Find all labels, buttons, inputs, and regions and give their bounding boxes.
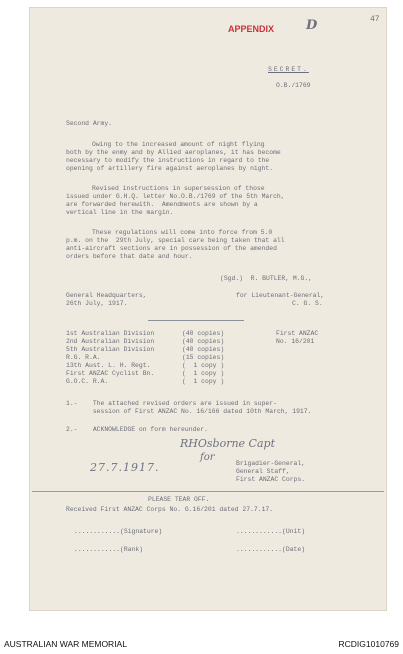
tear-line bbox=[32, 491, 384, 492]
tear-off-label: PLEASE TEAR OFF. bbox=[148, 496, 210, 503]
list-item: 13th Aust. L. H. Regt. bbox=[66, 362, 151, 369]
ghq-label: General Headquarters, bbox=[66, 292, 147, 299]
note-2: 2.- ACKNOWLEDGE on form hereunder. bbox=[66, 426, 208, 433]
note-1: 1.- The attached revised orders are issued in super- bbox=[66, 400, 277, 407]
list-item: First ANZAC Cyclist Bn. bbox=[66, 370, 155, 377]
appendix-letter: D bbox=[306, 18, 318, 33]
received-line: Received First ANZAC Corps No. G.16/201 dated 27.7.17. bbox=[66, 506, 274, 513]
appendix-stamp: APPENDIX bbox=[228, 24, 275, 34]
addressee: Second Army. bbox=[66, 120, 113, 127]
document-page: 47 APPENDIX D SECRET. O.B./1769 Second Army. Owing to the increased amount of night flying both by the enmy and by Allied aeroplanes, it has become necessary to modify the instructions in regard to the opening of artillery fire against aeroplanes by night. Revised instructions in supersession of those issued under G.H.Q. letter No.O.B./1769 of the 5th March, are forwarded herewith. Amendments are shown by a vertical line in the margin. These regulations will come into force from 5.0 p.m. on the 29th July, special care being taken that all anti-aircraft sections are in possession of the amended orders before that date and hour. (Sgd.) R. BUTLER, M.G., General Headquarters, for Lieutenant-General, 26th July, 1917. C. G. S. 1st Australian Division 2nd Australian Division 5th Australian Division R.G. R.A. 13th Aust. L. H. Regt. First ANZAC Cyclist Bn. G.O.C. R.A. (40 copies) (40 copies) (40 copies) (15 copies) ( 1 copy ) ( 1 copy ) ( 1 copy ) First ANZAC No. 16/201 1.- The attached revised orders are issued in super- session of First ANZAC No. 16/166 dated 10th March, 1917. 2.- ACKNOWLEDGE on form hereunder. RHOsborne Capt for 27.7.1917. Brigadier-General, General Staff, First ANZAC Corps. PLEASE TEAR OFF. Received First ANZAC Corps No. G.16/201 dated 27.7.17. ............(Signature) ............(Unit) ............(Rank) ............(Date) bbox=[30, 8, 386, 610]
list-item: G.O.C. R.A. bbox=[66, 378, 109, 385]
date-field: ............(Date) bbox=[236, 546, 306, 553]
copies-count: (40 copies) bbox=[182, 346, 225, 353]
ghq-date: 26th July, 1917. bbox=[66, 300, 128, 307]
list-item: R.G. R.A. bbox=[66, 354, 101, 361]
copies-count: ( 1 copy ) bbox=[182, 370, 225, 377]
divider bbox=[148, 320, 244, 321]
secret-label: SECRET. bbox=[268, 66, 309, 73]
note-1-continued: session of First ANZAC No. 16/166 dated 10th March, 1917. bbox=[66, 408, 312, 415]
copies-count: (40 copies) bbox=[182, 330, 225, 337]
anzac-reference-number: No. 16/201 bbox=[276, 338, 315, 345]
list-item: 5th Australian Division bbox=[66, 346, 155, 353]
footer-record-id: RCDIG1010769 bbox=[338, 639, 399, 649]
anzac-corps: First ANZAC Corps. bbox=[236, 476, 306, 483]
handwritten-date: 27.7.1917. bbox=[90, 461, 160, 474]
page-number: 47 bbox=[370, 15, 380, 24]
brigadier-general: Brigadier-General, bbox=[236, 460, 306, 467]
for-lieutenant-general: for Lieutenant-General, bbox=[236, 292, 325, 299]
rank-field: ............(Rank) bbox=[74, 546, 144, 553]
reference-number: O.B./1769 bbox=[276, 82, 311, 89]
signature-line: (Sgd.) R. BUTLER, M.G., bbox=[220, 275, 313, 282]
footer-archive-name: AUSTRALIAN WAR MEMORIAL bbox=[4, 639, 127, 649]
signature-field: ............(Signature) bbox=[74, 528, 163, 535]
general-staff: General Staff, bbox=[236, 468, 290, 475]
unit-field: ............(Unit) bbox=[236, 528, 306, 535]
copies-count: ( 1 copy ) bbox=[182, 378, 225, 385]
copies-count: (15 copies) bbox=[182, 354, 225, 361]
copies-count: ( 1 copy ) bbox=[182, 362, 225, 369]
copies-count: (40 copies) bbox=[182, 338, 225, 345]
list-item: 1st Australian Division bbox=[66, 330, 155, 337]
handwritten-signature: RHOsborne Capt bbox=[180, 437, 275, 450]
cgs-label: C. G. S. bbox=[292, 300, 323, 307]
handwritten-for: for bbox=[200, 452, 215, 463]
anzac-reference: First ANZAC bbox=[276, 330, 319, 337]
list-item: 2nd Australian Division bbox=[66, 338, 155, 345]
